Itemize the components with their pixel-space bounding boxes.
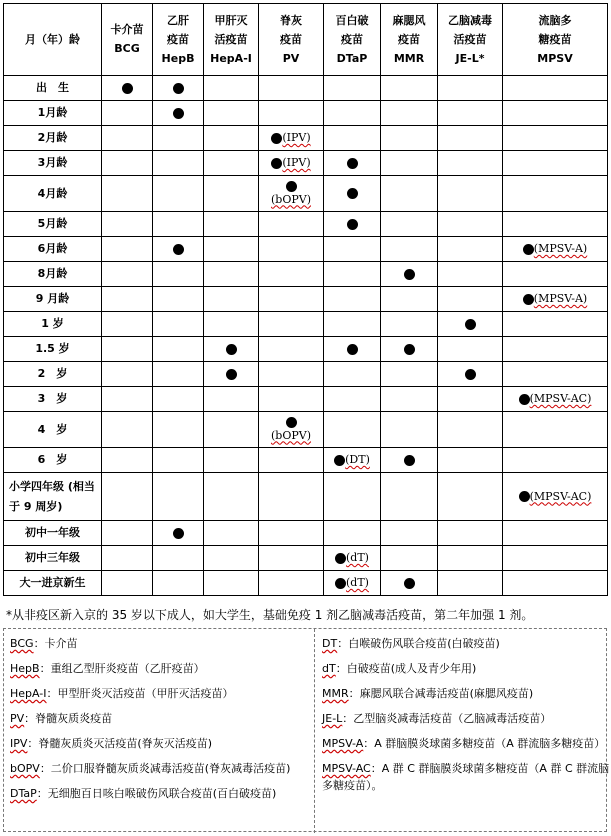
dose-dot-icon bbox=[523, 244, 534, 255]
dose-dot-icon bbox=[286, 181, 297, 192]
cell-jel bbox=[438, 76, 503, 101]
dose-dot-icon bbox=[404, 578, 415, 589]
dose-dot-icon bbox=[335, 578, 346, 589]
dose-tag: (IPV) bbox=[282, 156, 311, 169]
col-header-dtap: 百白破 疫苗 DTaP bbox=[324, 4, 381, 76]
cell-hepb bbox=[153, 126, 204, 151]
table-row bbox=[4, 387, 608, 412]
cell-pv bbox=[259, 387, 324, 412]
dose-tag: (bOPV) bbox=[271, 192, 311, 206]
age-cell: 6月龄 bbox=[4, 237, 102, 262]
cell-jel bbox=[438, 151, 503, 176]
dose-tag: (MPSV-A) bbox=[533, 242, 588, 255]
dose-dot-icon bbox=[347, 158, 358, 169]
table-row bbox=[4, 448, 608, 473]
cell-hepa bbox=[204, 151, 259, 176]
legend-item bbox=[322, 635, 610, 652]
dose-dot-icon bbox=[173, 83, 184, 94]
dose-tag: (MPSV-A) bbox=[533, 292, 588, 305]
cell-jel bbox=[438, 237, 503, 262]
cell-hepa bbox=[204, 287, 259, 312]
legend-text: ：白喉破伤风联合疫苗(白破疫苗) bbox=[337, 637, 500, 650]
legend-text: ：甲型肝炎灭活疫苗（甲肝灭活疫苗） bbox=[46, 687, 234, 700]
table-row bbox=[4, 237, 608, 262]
cell-pv bbox=[259, 101, 324, 126]
legend-item bbox=[322, 660, 610, 677]
cell-hepb bbox=[153, 337, 204, 362]
legend-abbr: bOPV bbox=[10, 762, 40, 775]
cell-hepa bbox=[204, 126, 259, 151]
cell-mmr bbox=[381, 473, 438, 521]
dose-dot-icon bbox=[404, 344, 415, 355]
legend-abbr: DT bbox=[322, 637, 338, 650]
cell-hepa bbox=[204, 362, 259, 387]
legend-abbr: HepB bbox=[10, 662, 40, 675]
cell-hepa bbox=[204, 521, 259, 546]
legend-text: ：A 群 C 群脑膜炎球菌多糖疫苗（A 群 C 群流脑多糖疫苗）。 bbox=[322, 762, 610, 792]
age-cell: 8月龄 bbox=[4, 262, 102, 287]
cell-hepb bbox=[153, 287, 204, 312]
legend-text: ：乙型脑炎减毒活疫苗（乙脑减毒活疫苗） bbox=[342, 712, 552, 725]
cell-mpsv bbox=[503, 76, 608, 101]
table-row bbox=[4, 151, 608, 176]
cell-mpsv bbox=[503, 262, 608, 287]
cell-mpsv bbox=[503, 412, 608, 448]
legend-text: ：无细胞百日咳白喉破伤风联合疫苗(百白破疫苗) bbox=[36, 787, 277, 800]
dose-tag: (DT) bbox=[345, 453, 370, 466]
age-cell: 小学四年级 (相当于 9 周岁) bbox=[4, 473, 102, 521]
cell-pv bbox=[259, 151, 324, 176]
legend-item bbox=[10, 785, 298, 802]
cell-mpsv bbox=[503, 546, 608, 571]
legend-text: ：脊髓灰质炎疫苗 bbox=[24, 712, 113, 725]
dose-dot-icon bbox=[286, 417, 297, 428]
col-header-hepa: 甲肝灭 活疫苗 HepA-I bbox=[204, 4, 259, 76]
cell-hepb bbox=[153, 151, 204, 176]
cell-bcg bbox=[102, 362, 153, 387]
cell-mpsv bbox=[503, 448, 608, 473]
cell-jel bbox=[438, 126, 503, 151]
cell-jel bbox=[438, 101, 503, 126]
age-cell: 6 岁 bbox=[4, 448, 102, 473]
cell-hepa bbox=[204, 212, 259, 237]
legend-item bbox=[322, 760, 610, 794]
legend-item bbox=[10, 635, 298, 652]
cell-jel bbox=[438, 521, 503, 546]
cell-mpsv bbox=[503, 212, 608, 237]
cell-dtap bbox=[324, 337, 381, 362]
cell-mmr bbox=[381, 76, 438, 101]
dose-tag: (bOPV) bbox=[271, 428, 311, 442]
cell-jel bbox=[438, 337, 503, 362]
dose-dot-icon bbox=[173, 244, 184, 255]
cell-pv bbox=[259, 412, 324, 448]
dose-dot-icon bbox=[404, 455, 415, 466]
table-row bbox=[4, 101, 608, 126]
legend-item bbox=[10, 735, 298, 752]
cell-dtap bbox=[324, 101, 381, 126]
schedule-body bbox=[4, 76, 608, 596]
col-header-pv: 脊灰 疫苗 PV bbox=[259, 4, 324, 76]
dose-tag: (dT) bbox=[346, 551, 369, 564]
table-row bbox=[4, 362, 608, 387]
cell-hepb bbox=[153, 546, 204, 571]
cell-hepa bbox=[204, 387, 259, 412]
cell-bcg bbox=[102, 337, 153, 362]
cell-dtap bbox=[324, 571, 381, 596]
dose-dot-icon bbox=[519, 394, 530, 405]
cell-mpsv bbox=[503, 473, 608, 521]
cell-dtap bbox=[324, 76, 381, 101]
dose-dot-icon bbox=[519, 491, 530, 502]
cell-dtap bbox=[324, 212, 381, 237]
cell-mmr bbox=[381, 287, 438, 312]
cell-bcg bbox=[102, 412, 153, 448]
cell-bcg bbox=[102, 212, 153, 237]
cell-dtap bbox=[324, 362, 381, 387]
table-row bbox=[4, 176, 608, 212]
legend-abbr: DTaP bbox=[10, 787, 37, 800]
cell-dtap bbox=[324, 312, 381, 337]
table-row bbox=[4, 546, 608, 571]
dose-tag: (IPV) bbox=[282, 131, 311, 144]
dose-dot-icon bbox=[404, 269, 415, 280]
cell-dtap bbox=[324, 387, 381, 412]
cell-bcg bbox=[102, 176, 153, 212]
col-header-mmr: 麻腮风 疫苗 MMR bbox=[381, 4, 438, 76]
cell-hepb bbox=[153, 473, 204, 521]
dose-dot-icon bbox=[122, 83, 133, 94]
cell-bcg bbox=[102, 473, 153, 521]
age-cell: 2 岁 bbox=[4, 362, 102, 387]
cell-mmr bbox=[381, 312, 438, 337]
cell-hepb bbox=[153, 262, 204, 287]
age-cell: 初中一年级 bbox=[4, 521, 102, 546]
legend-abbr: BCG bbox=[10, 637, 34, 650]
cell-mmr bbox=[381, 262, 438, 287]
abbreviation-legend bbox=[3, 628, 610, 832]
legend-right-column bbox=[322, 635, 610, 802]
table-row bbox=[4, 521, 608, 546]
cell-hepb bbox=[153, 448, 204, 473]
table-row bbox=[4, 76, 608, 101]
cell-mmr bbox=[381, 176, 438, 212]
dose-dot-icon bbox=[226, 369, 237, 380]
cell-hepa bbox=[204, 448, 259, 473]
dose-dot-icon bbox=[271, 133, 282, 144]
cell-dtap bbox=[324, 546, 381, 571]
cell-mmr bbox=[381, 546, 438, 571]
cell-dtap bbox=[324, 262, 381, 287]
vaccine-schedule-table bbox=[3, 3, 608, 596]
cell-mpsv bbox=[503, 362, 608, 387]
cell-hepb bbox=[153, 521, 204, 546]
cell-mpsv bbox=[503, 287, 608, 312]
age-cell: 4月龄 bbox=[4, 176, 102, 212]
cell-hepb bbox=[153, 362, 204, 387]
age-cell: 出 生 bbox=[4, 76, 102, 101]
cell-bcg bbox=[102, 387, 153, 412]
table-row bbox=[4, 287, 608, 312]
age-cell: 1月龄 bbox=[4, 101, 102, 126]
cell-dtap bbox=[324, 412, 381, 448]
table-row bbox=[4, 337, 608, 362]
header-row bbox=[4, 4, 608, 76]
dose-dot-icon bbox=[347, 219, 358, 230]
cell-dtap bbox=[324, 448, 381, 473]
age-cell: 9 月龄 bbox=[4, 287, 102, 312]
legend-text: ：麻腮风联合减毒活疫苗(麻腮风疫苗) bbox=[348, 687, 534, 700]
col-header-bcg: 卡介苗 BCG bbox=[102, 4, 153, 76]
legend-text: ：二价口服脊髓灰质炎减毒活疫苗(脊灰减毒活疫苗) bbox=[39, 762, 291, 775]
cell-hepa bbox=[204, 473, 259, 521]
cell-jel bbox=[438, 412, 503, 448]
age-cell: 4 岁 bbox=[4, 412, 102, 448]
cell-pv bbox=[259, 571, 324, 596]
cell-jel bbox=[438, 312, 503, 337]
cell-bcg bbox=[102, 521, 153, 546]
table-row bbox=[4, 412, 608, 448]
cell-pv bbox=[259, 473, 324, 521]
legend-text: ：重组乙型肝炎疫苗（乙肝疫苗） bbox=[39, 662, 205, 675]
age-cell: 3 岁 bbox=[4, 387, 102, 412]
cell-mmr bbox=[381, 362, 438, 387]
table-row bbox=[4, 312, 608, 337]
cell-mpsv bbox=[503, 151, 608, 176]
cell-hepa bbox=[204, 337, 259, 362]
cell-mpsv bbox=[503, 337, 608, 362]
cell-bcg bbox=[102, 101, 153, 126]
table-row bbox=[4, 212, 608, 237]
cell-hepa bbox=[204, 571, 259, 596]
dose-dot-icon bbox=[173, 108, 184, 119]
cell-hepa bbox=[204, 76, 259, 101]
cell-bcg bbox=[102, 287, 153, 312]
legend-item bbox=[322, 685, 610, 702]
cell-hepb bbox=[153, 212, 204, 237]
col-header-mpsv: 流脑多 糖疫苗 MPSV bbox=[503, 4, 608, 76]
legend-abbr: PV bbox=[10, 712, 25, 725]
legend-abbr: MPSV-AC bbox=[322, 762, 371, 775]
cell-mmr bbox=[381, 387, 438, 412]
cell-mpsv bbox=[503, 101, 608, 126]
dose-dot-icon bbox=[347, 344, 358, 355]
legend-abbr: IPV bbox=[10, 737, 28, 750]
cell-mpsv bbox=[503, 126, 608, 151]
legend-abbr: MMR bbox=[322, 687, 349, 700]
cell-mmr bbox=[381, 126, 438, 151]
cell-pv bbox=[259, 176, 324, 212]
cell-hepa bbox=[204, 412, 259, 448]
col-header-hepb: 乙肝 疫苗 HepB bbox=[153, 4, 204, 76]
age-cell: 1 岁 bbox=[4, 312, 102, 337]
cell-jel bbox=[438, 473, 503, 521]
cell-hepa bbox=[204, 237, 259, 262]
cell-pv bbox=[259, 262, 324, 287]
age-cell: 3月龄 bbox=[4, 151, 102, 176]
cell-bcg bbox=[102, 546, 153, 571]
cell-mmr bbox=[381, 571, 438, 596]
cell-hepa bbox=[204, 176, 259, 212]
cell-jel bbox=[438, 287, 503, 312]
cell-mpsv bbox=[503, 237, 608, 262]
dose-dot-icon bbox=[226, 344, 237, 355]
dose-dot-icon bbox=[347, 188, 358, 199]
cell-bcg bbox=[102, 151, 153, 176]
cell-hepa bbox=[204, 546, 259, 571]
cell-hepb bbox=[153, 76, 204, 101]
col-header-jel: 乙脑减毒 活疫苗 JE-L* bbox=[438, 4, 503, 76]
cell-bcg bbox=[102, 312, 153, 337]
legend-left-column bbox=[10, 635, 298, 810]
dose-dot-icon bbox=[523, 294, 534, 305]
cell-pv bbox=[259, 312, 324, 337]
dose-dot-icon bbox=[335, 553, 346, 564]
dose-dot-icon bbox=[465, 319, 476, 330]
cell-mmr bbox=[381, 448, 438, 473]
cell-dtap bbox=[324, 237, 381, 262]
legend-abbr: HepA-I bbox=[10, 687, 47, 700]
legend-text: ：白破疫苗(成人及青少年用) bbox=[335, 662, 477, 675]
age-cell: 大一进京新生 bbox=[4, 571, 102, 596]
cell-hepb bbox=[153, 101, 204, 126]
cell-bcg bbox=[102, 448, 153, 473]
cell-bcg bbox=[102, 571, 153, 596]
cell-mpsv bbox=[503, 176, 608, 212]
cell-pv bbox=[259, 546, 324, 571]
table-row bbox=[4, 126, 608, 151]
cell-pv bbox=[259, 212, 324, 237]
legend-item bbox=[10, 685, 298, 702]
cell-pv bbox=[259, 521, 324, 546]
cell-jel bbox=[438, 571, 503, 596]
cell-hepa bbox=[204, 101, 259, 126]
legend-item bbox=[10, 760, 298, 777]
legend-text: ：卡介苗 bbox=[33, 637, 78, 650]
dose-dot-icon bbox=[271, 158, 282, 169]
dose-dot-icon bbox=[334, 455, 345, 466]
table-row bbox=[4, 571, 608, 596]
cell-mpsv bbox=[503, 312, 608, 337]
cell-pv bbox=[259, 126, 324, 151]
cell-mmr bbox=[381, 151, 438, 176]
cell-bcg bbox=[102, 126, 153, 151]
cell-pv bbox=[259, 362, 324, 387]
cell-hepb bbox=[153, 387, 204, 412]
legend-text: ：脊髓灰质炎灭活疫苗(脊灰灭活疫苗) bbox=[27, 737, 212, 750]
cell-hepb bbox=[153, 237, 204, 262]
cell-jel bbox=[438, 176, 503, 212]
cell-mmr bbox=[381, 521, 438, 546]
cell-dtap bbox=[324, 126, 381, 151]
cell-bcg bbox=[102, 237, 153, 262]
table-row bbox=[4, 473, 608, 521]
cell-jel bbox=[438, 546, 503, 571]
cell-hepa bbox=[204, 312, 259, 337]
dose-tag: (MPSV-AC) bbox=[529, 489, 592, 503]
cell-pv bbox=[259, 76, 324, 101]
cell-jel bbox=[438, 387, 503, 412]
cell-dtap bbox=[324, 473, 381, 521]
cell-mpsv bbox=[503, 571, 608, 596]
age-cell: 1.5 岁 bbox=[4, 337, 102, 362]
cell-pv bbox=[259, 287, 324, 312]
cell-bcg bbox=[102, 76, 153, 101]
cell-dtap bbox=[324, 287, 381, 312]
cell-dtap bbox=[324, 176, 381, 212]
cell-jel bbox=[438, 448, 503, 473]
cell-hepb bbox=[153, 176, 204, 212]
cell-hepa bbox=[204, 262, 259, 287]
cell-pv bbox=[259, 448, 324, 473]
legend-text: ：A 群脑膜炎球菌多糖疫苗（A 群流脑多糖疫苗） bbox=[363, 737, 606, 750]
table-row bbox=[4, 262, 608, 287]
dose-tag: (MPSV-AC) bbox=[529, 392, 592, 405]
age-header: 月（年）龄 bbox=[4, 4, 102, 76]
cell-mmr bbox=[381, 101, 438, 126]
cell-mmr bbox=[381, 212, 438, 237]
legend-abbr: MPSV-A bbox=[322, 737, 364, 750]
age-cell: 初中三年级 bbox=[4, 546, 102, 571]
legend-item bbox=[10, 710, 298, 727]
cell-hepb bbox=[153, 571, 204, 596]
cell-hepb bbox=[153, 312, 204, 337]
cell-hepb bbox=[153, 412, 204, 448]
age-cell: 5月龄 bbox=[4, 212, 102, 237]
legend-item bbox=[10, 660, 298, 677]
cell-dtap bbox=[324, 521, 381, 546]
dose-tag: (dT) bbox=[346, 576, 369, 589]
cell-dtap bbox=[324, 151, 381, 176]
legend-abbr: JE-L bbox=[322, 712, 343, 725]
cell-mpsv bbox=[503, 521, 608, 546]
dose-dot-icon bbox=[465, 369, 476, 380]
age-cell: 2月龄 bbox=[4, 126, 102, 151]
cell-mmr bbox=[381, 237, 438, 262]
cell-mpsv bbox=[503, 387, 608, 412]
cell-mmr bbox=[381, 337, 438, 362]
cell-bcg bbox=[102, 262, 153, 287]
dose-dot-icon bbox=[173, 528, 184, 539]
cell-mmr bbox=[381, 412, 438, 448]
cell-pv bbox=[259, 337, 324, 362]
cell-pv bbox=[259, 237, 324, 262]
cell-jel bbox=[438, 362, 503, 387]
footnote: *从非疫区新入京的 35 岁以下成人，如大学生，基础免疫 1 剂乙脑减毒活疫苗，第二年加强 1 剂。 bbox=[6, 608, 534, 622]
cell-jel bbox=[438, 212, 503, 237]
cell-jel bbox=[438, 262, 503, 287]
legend-item bbox=[322, 735, 610, 752]
legend-abbr: dT bbox=[322, 662, 336, 675]
legend-item bbox=[322, 710, 610, 727]
